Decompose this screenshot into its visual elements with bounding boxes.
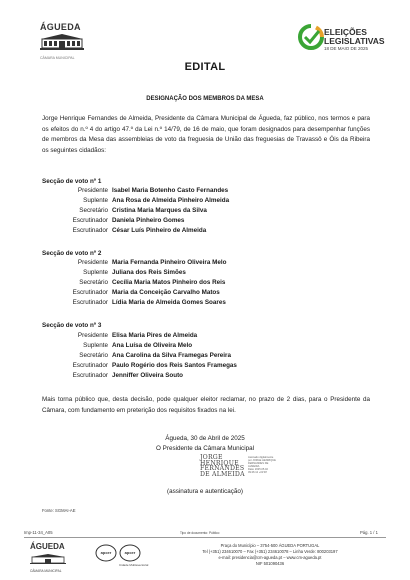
member-role: Secretário bbox=[79, 279, 108, 286]
closing-paragraph: Mais torna público que, desta decisão, pode qualquer eleitor reclamar, no prazo de 2 dias, para o Presidente da Câmara, com fundamento em preterição dos requisitos fixados na lei. bbox=[42, 396, 370, 414]
signature-detail-line: por JORGE HENRIQUE bbox=[248, 459, 276, 462]
member-row bbox=[24, 372, 183, 379]
member-name: Cecília Maria Matos Pinheiro dos Reis bbox=[112, 279, 226, 286]
signature-detail-line: ALMEIDA bbox=[248, 465, 260, 468]
section-title: Secção de voto nº 2 bbox=[42, 250, 102, 257]
signature-detail-line: 09:26:12 +01'00' bbox=[248, 471, 268, 474]
member-role: Secretário bbox=[79, 207, 108, 214]
signature-name-line: DE ALMEIDA bbox=[200, 470, 245, 478]
member-role: Presidente bbox=[77, 187, 108, 194]
member-row bbox=[24, 332, 197, 339]
member-role: Escrutinador bbox=[72, 227, 108, 234]
document-type: Tipo de documento: Público bbox=[180, 531, 220, 535]
member-row bbox=[24, 352, 231, 359]
member-name: Paulo Rogério dos Reis Santos Framegas bbox=[112, 362, 237, 369]
signature-note: (assinatura e autenticação) bbox=[167, 488, 243, 495]
member-role: Suplente bbox=[83, 269, 108, 276]
apcer-badge bbox=[95, 544, 117, 562]
member-role: Presidente bbox=[77, 332, 108, 339]
member-row bbox=[24, 299, 226, 306]
member-name: Elisa Maria Pires de Almeida bbox=[112, 332, 198, 339]
member-row bbox=[24, 342, 192, 349]
apcer-badge-label: apcer bbox=[100, 550, 112, 555]
member-role: Secretário bbox=[79, 352, 108, 359]
town-hall-icon bbox=[40, 34, 84, 50]
certification-badges bbox=[95, 544, 155, 566]
signature-name-line: HENRIQUE bbox=[200, 459, 239, 467]
elections-line1: ELEIÇÕES bbox=[324, 27, 367, 37]
member-role: Escrutinador bbox=[72, 372, 108, 379]
elections-line2: LEGISLATIVAS bbox=[324, 35, 385, 46]
member-row bbox=[24, 207, 207, 214]
member-row bbox=[24, 362, 237, 369]
member-role: Escrutinador bbox=[72, 289, 108, 296]
member-name: Jenniffer Oliveira Souto bbox=[112, 372, 184, 379]
member-name: Daniela Pinheiro Gomes bbox=[112, 217, 185, 224]
place-date: Águeda, 30 de Abril de 2025 bbox=[165, 435, 245, 442]
apcer-badge bbox=[119, 544, 141, 562]
digital-signature bbox=[200, 455, 320, 485]
member-name: Maria Fernanda Pinheiro Oliveira Melo bbox=[112, 259, 227, 266]
contact-block bbox=[150, 543, 390, 567]
member-row bbox=[24, 289, 220, 296]
source-note: Fonte: SGMAI-AE bbox=[42, 508, 76, 513]
signature-name-line: FERNANDES bbox=[200, 465, 245, 473]
document-title: EDITAL bbox=[184, 61, 226, 73]
signature-details bbox=[248, 456, 276, 474]
member-role: Suplente bbox=[83, 342, 108, 349]
section-title: Secção de voto nº 3 bbox=[42, 322, 102, 329]
intro-paragraph: Jorge Henrique Fernandes de Almeida, Presidente da Câmara Municipal de Águeda, faz público, nos termos e para os efeitos do n.º 4 do artigo 47.º da Lei n.º 14/79, de 16 de maio, que foram designados para desempenhar funções de membros da Mesa das assembleias de voto da freguesia de União das freguesias de Travassô e Óis da Ribeira os seguintes cidadãos: bbox=[42, 115, 370, 154]
nif-line: NIF 501090436 bbox=[255, 561, 285, 566]
member-role: Presidente bbox=[77, 259, 108, 266]
apcer-badge-label: apcer bbox=[124, 550, 136, 555]
member-row bbox=[24, 217, 184, 224]
signature-name bbox=[200, 455, 245, 477]
document-subtitle: DESIGNAÇÃO DOS MEMBROS DA MESA bbox=[146, 96, 264, 102]
member-row bbox=[24, 269, 186, 276]
badges-caption: Cidade Multissectorial bbox=[119, 563, 149, 567]
member-name: Lídia Maria de Almeida Gomes Soares bbox=[112, 299, 226, 306]
footer-divider bbox=[24, 537, 386, 538]
address-line: Praça do Município – 3754-500 ÁGUEDA PORTUGAL bbox=[220, 543, 320, 548]
member-role: Suplente bbox=[83, 197, 108, 204]
elections-date: 18 DE MAIO DE 2025 bbox=[324, 45, 369, 51]
member-role: Escrutinador bbox=[72, 362, 108, 369]
member-role: Escrutinador bbox=[72, 299, 108, 306]
member-name: Cristina Maria Marques da Silva bbox=[112, 207, 207, 214]
agueda-logo-sub: CÂMARA MUNICIPAL bbox=[40, 56, 75, 60]
member-row bbox=[24, 187, 228, 194]
signature-detail-line: Assinado digitalmente bbox=[248, 456, 274, 459]
elections-logo bbox=[298, 22, 388, 66]
footer-agueda-logo bbox=[30, 542, 90, 573]
agueda-logo-name: ÁGUEDA bbox=[40, 22, 81, 32]
section-title: Secção de voto nº 1 bbox=[42, 178, 102, 185]
elections-check-icon bbox=[298, 24, 324, 50]
member-name: Ana Luísa de Oliveira Melo bbox=[112, 342, 193, 349]
member-row bbox=[24, 227, 206, 234]
footer-logo-sub: CÂMARA MUNICIPAL bbox=[30, 569, 62, 573]
member-name: Maria da Conceição Carvalho Matos bbox=[112, 289, 220, 296]
page-number: Pág. 1 / 1 bbox=[360, 530, 378, 535]
town-hall-icon bbox=[30, 554, 66, 564]
member-row bbox=[24, 259, 226, 266]
document-code: Imp-11-34_A05 bbox=[24, 530, 53, 535]
member-name: Isabel Maria Botenho Casto Fernandes bbox=[112, 187, 229, 194]
emails-line: e-mail: presidencia@cm-agueda.pt – www.cm-agueda.pt bbox=[218, 555, 322, 560]
signatory-role: O Presidente da Câmara Municipal bbox=[156, 445, 254, 452]
signature-name-line: JORGE bbox=[200, 454, 223, 461]
member-role: Escrutinador bbox=[72, 217, 108, 224]
member-name: Ana Rosa de Almeida Pinheiro Almeida bbox=[112, 197, 230, 204]
footer-logo-name: ÁGUEDA bbox=[30, 542, 65, 551]
signature-detail-line: FERNANDES DE bbox=[248, 462, 269, 465]
member-row bbox=[24, 279, 225, 286]
phones-line: Tel (+351) 234610070 – Fax (+351) 234610078 – Linha Verde: 800203197 bbox=[202, 549, 338, 554]
member-name: Ana Carolina da Silva Framegas Pereira bbox=[112, 352, 231, 359]
member-name: César Luís Pinheiro de Almeida bbox=[112, 227, 207, 234]
member-row bbox=[24, 197, 229, 204]
member-name: Juliana dos Reis Simões bbox=[112, 269, 186, 276]
agueda-logo bbox=[40, 22, 100, 62]
signature-detail-line: Data: 2025.05.02 bbox=[248, 468, 268, 471]
